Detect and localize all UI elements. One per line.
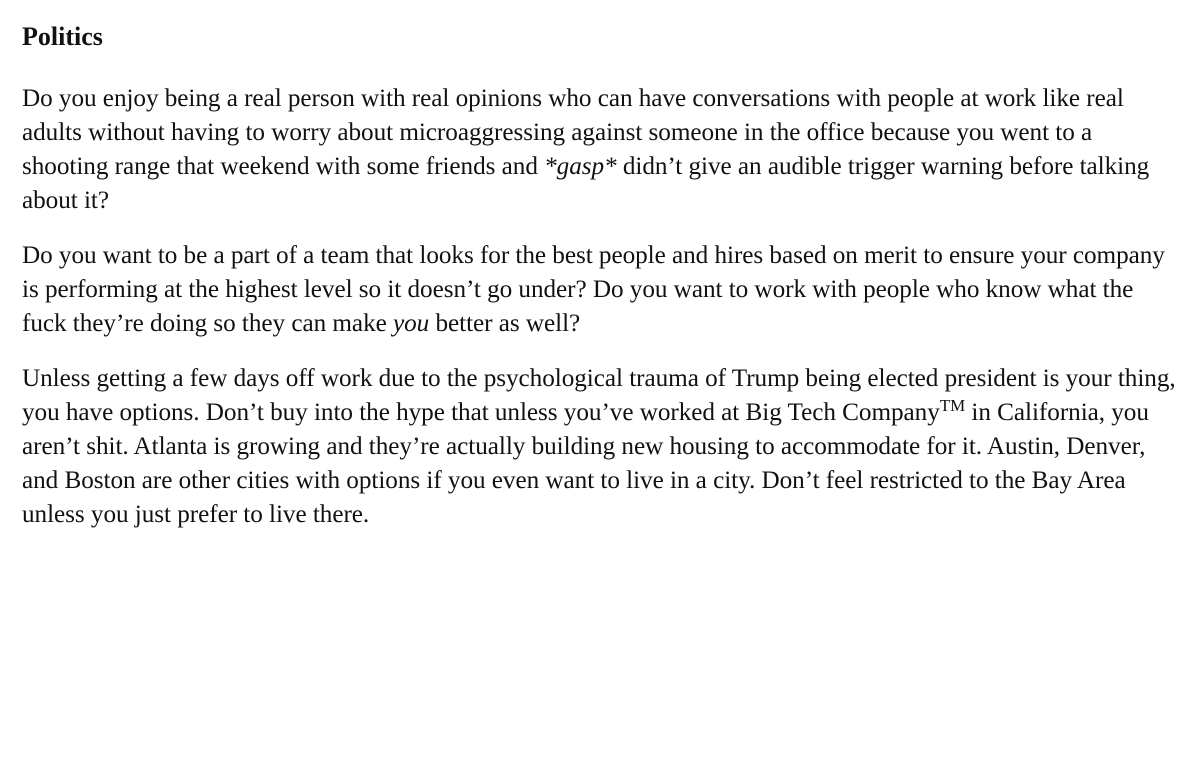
emphasis-text: you — [392, 310, 430, 337]
section-heading: Politics — [22, 22, 103, 51]
paragraph-text: Do you enjoy being a real person with real opinions who can have conversations with people at work like real adults without having to worry about microaggressing against someone in the office because you went to a shooting range that weekend with some friends and — [22, 85, 1124, 180]
paragraph-text: better as well? — [429, 310, 581, 337]
paragraph-text: Do you want to be a part of a team that looks for the best people and hires based on merit to ensure your company is performing at the highest level so it doesn’t go under? Do you want to work with people who know what the fuck they’re doing so they can make — [22, 242, 1165, 337]
trademark-superscript: TM — [939, 396, 966, 415]
emphasis-text: *gasp* — [544, 153, 617, 180]
document-body — [22, 19, 1184, 532]
paragraph-city-options — [22, 362, 1184, 532]
paragraph-text: didn’t give an audible trigger warning before talking about it? — [22, 153, 1150, 214]
paragraph-workplace-opinions — [22, 82, 1184, 218]
paragraph-merit-team — [22, 239, 1184, 341]
paragraph-text: Unless getting a few days off work due to the psychological trauma of Trump being elected president is your thing, you have options. Don’t buy into the hype that unless you’ve worked at Big Tech Company — [22, 365, 1176, 426]
paragraph-text: in California, you aren’t shit. Atlanta is growing and they’re actually building new housing to accommodate for it. Austin, Denver, and Boston are other cities with options if you even want to live in a city. Don’t feel restricted to the Bay Area unless you just prefer to live there. — [22, 399, 1149, 528]
